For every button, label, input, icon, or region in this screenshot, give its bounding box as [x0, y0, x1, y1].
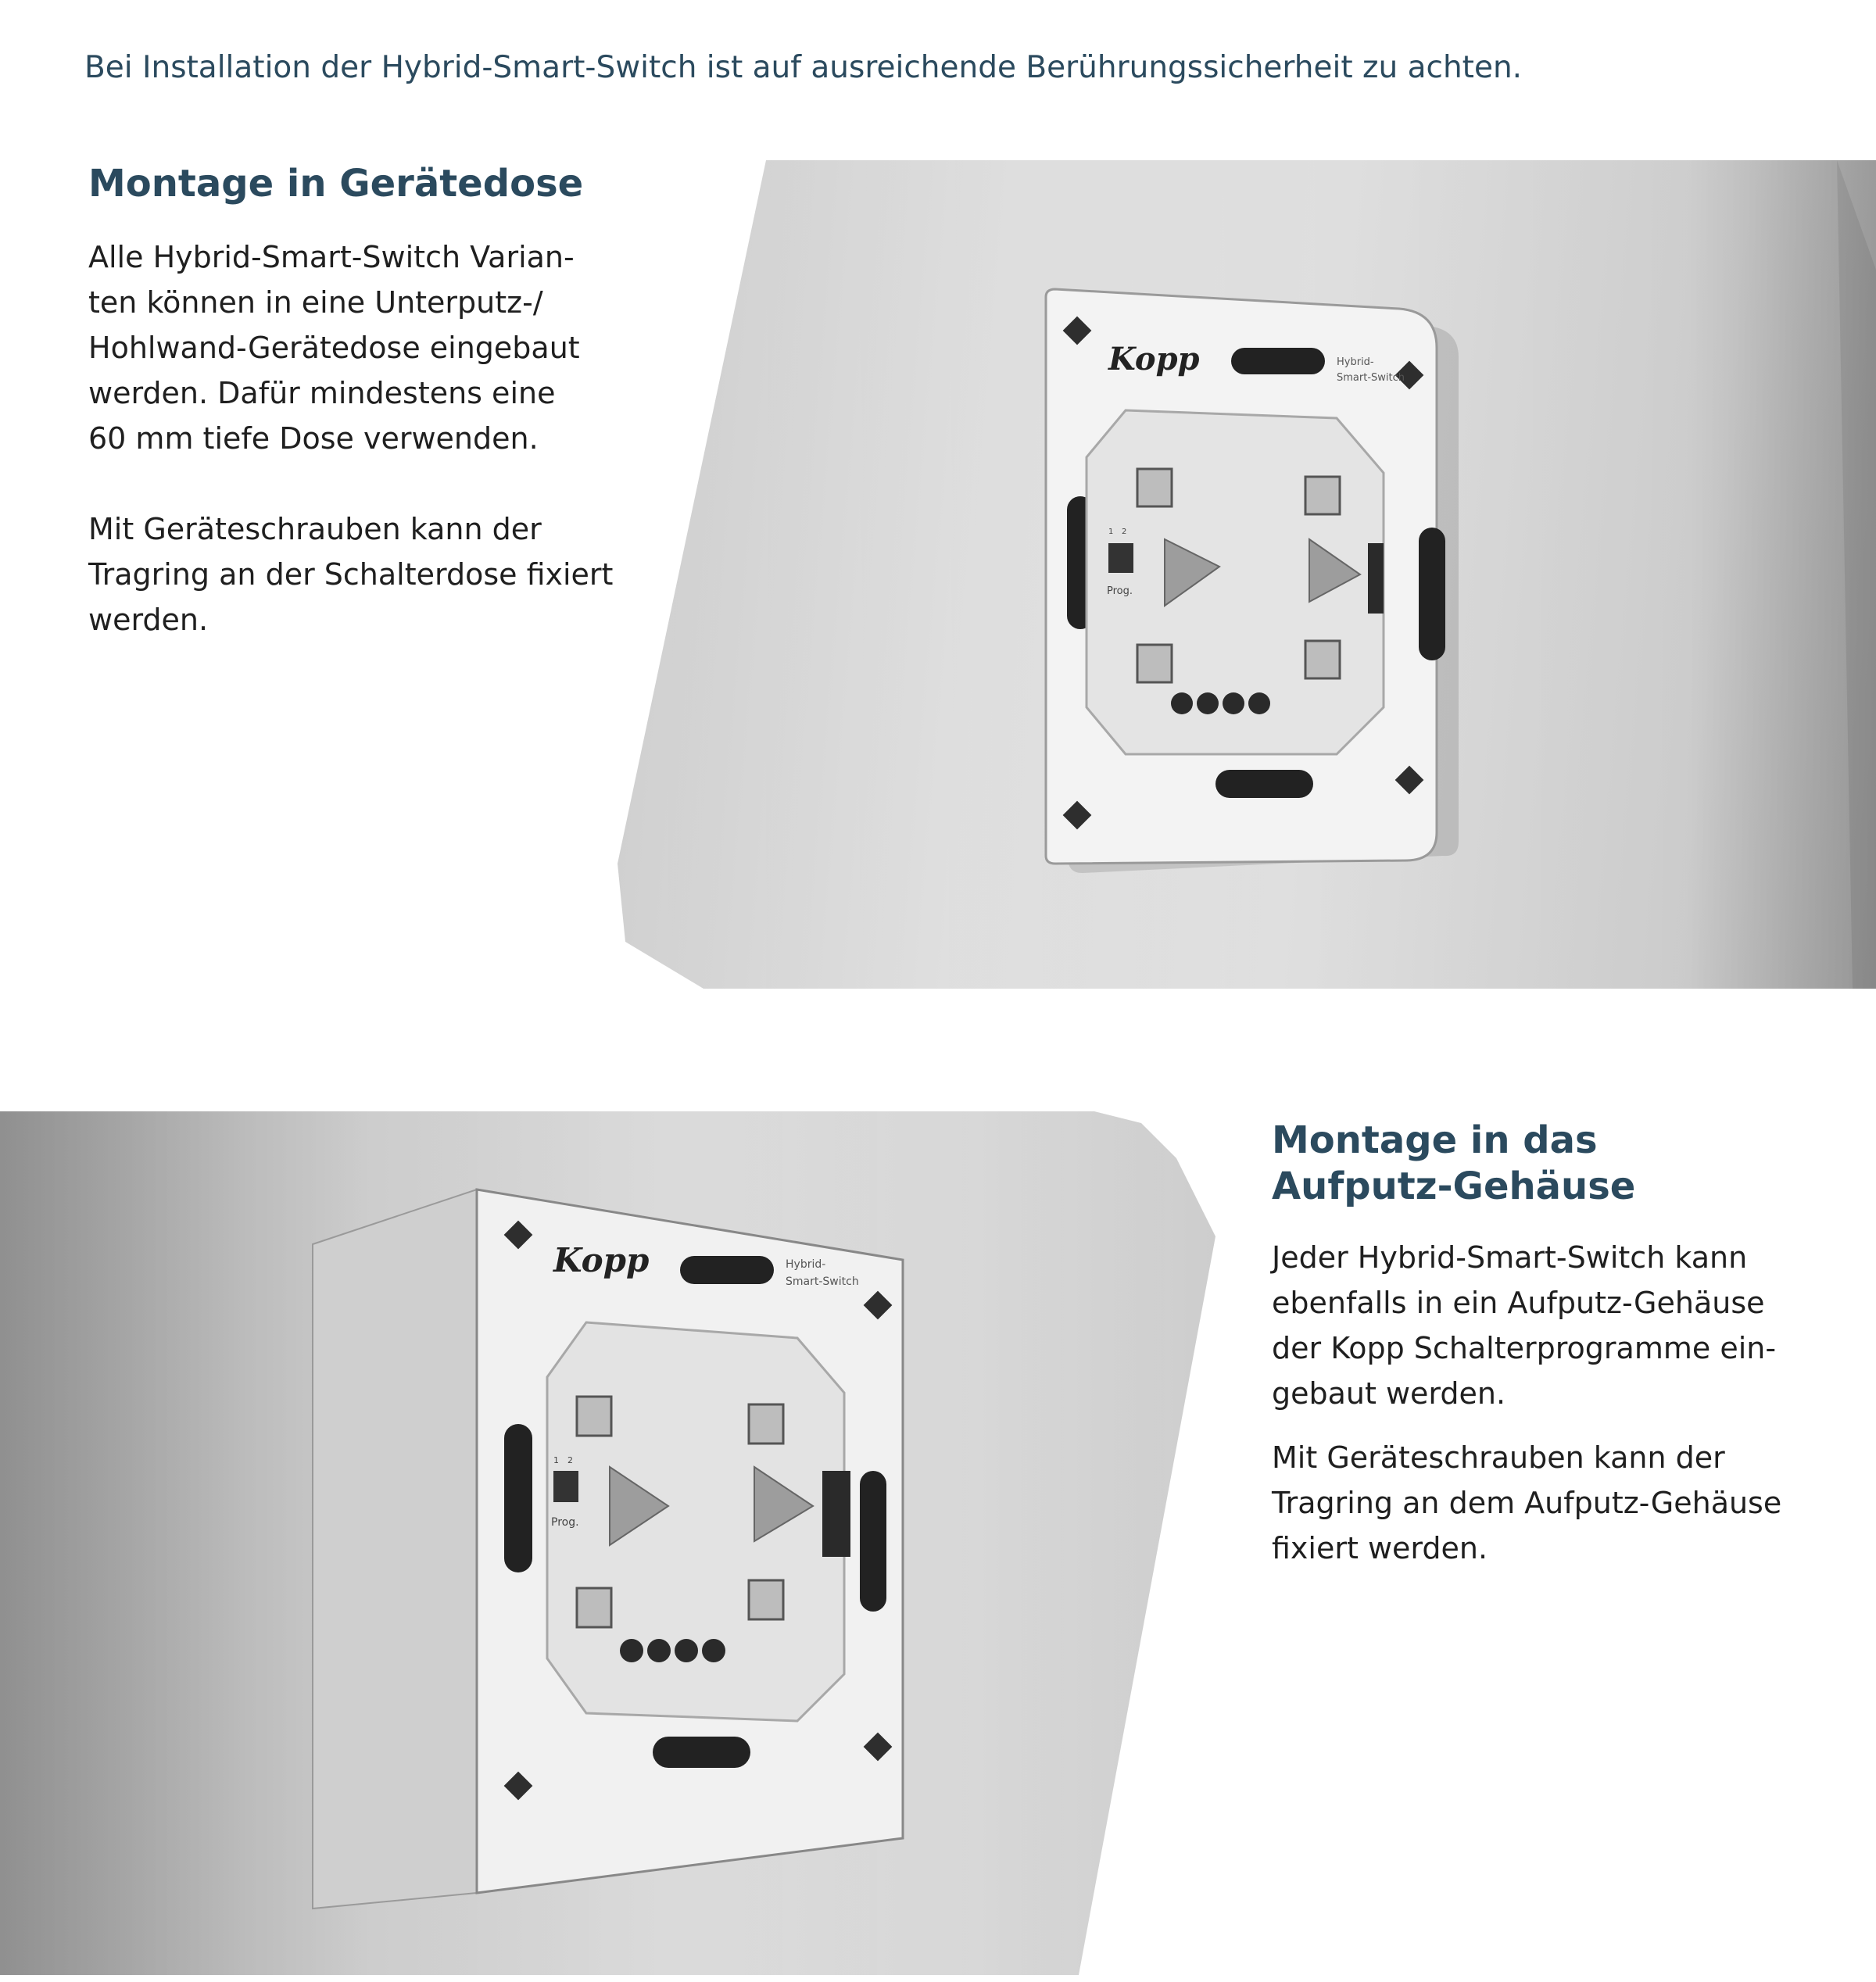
device-label-line-1: Hybrid-	[786, 1258, 826, 1271]
section-1-heading: Montage in Gerätedose	[88, 162, 584, 206]
device-brand-logo: Kopp	[553, 1241, 650, 1279]
intro-text: Bei Installation der Hybrid-Smart-Switch ist auf ausreichende Berührungssicherheit zu achten.	[84, 50, 1523, 85]
section-2-para-2-line: fixiert werden.	[1272, 1531, 1488, 1565]
section-2-para-1-line: gebaut werden.	[1272, 1376, 1506, 1411]
section-1-para-1-line: Hohlwand-Gerätedose eingebaut	[88, 331, 580, 365]
section-1-para-1-line: ten können in eine Unterputz-/	[88, 285, 543, 320]
surface-mount-photo	[0, 1111, 1215, 1975]
device-dip-1: 1	[553, 1455, 559, 1465]
section-1-para-1-line: Alle Hybrid-Smart-Switch Varian-	[88, 240, 575, 274]
device-dip-1: 1	[1108, 528, 1114, 536]
section-1-para-2-line: werden.	[88, 603, 209, 637]
device-dip-2: 2	[1122, 528, 1127, 536]
section-2-para-1-line: Jeder Hybrid-Smart-Switch kann	[1272, 1240, 1748, 1275]
device-label-line-2: Smart-Switch	[786, 1275, 859, 1288]
section-2-para-2-line: Mit Geräteschrauben kann der	[1272, 1440, 1725, 1475]
device-label-line-1: Hybrid-	[1337, 356, 1374, 368]
section-1-para-1-line: 60 mm tiefe Dose verwenden.	[88, 421, 539, 456]
section-2-para-2-line: Tragring an dem Aufputz-Gehäuse	[1272, 1486, 1782, 1520]
device-label-line-2: Smart-Switch	[1337, 372, 1405, 384]
section-2-heading-line: Aufputz-Gehäuse	[1272, 1164, 1636, 1208]
device-prog-label: Prog.	[551, 1516, 579, 1529]
section-1-para-2-line: Mit Geräteschrauben kann der	[88, 512, 542, 546]
section-2-para-1-line: ebenfalls in ein Aufputz-Gehäuse	[1272, 1286, 1765, 1320]
section-2-heading	[1272, 1118, 1635, 1209]
section-1-para-2-line: Tragring an der Schalterdose fixiert	[88, 557, 614, 592]
device-prog-label: Prog.	[1107, 585, 1133, 597]
section-1-para-1-line: werden. Dafür mindestens eine	[88, 376, 556, 410]
section-2-body	[1272, 1235, 1850, 1571]
device-brand-logo: Kopp	[1108, 341, 1200, 377]
section-2-heading-line: Montage in das	[1272, 1118, 1598, 1162]
section-2-para-1-line: der Kopp Schalterprogramme ein-	[1272, 1331, 1777, 1365]
flush-mount-photo	[618, 160, 1876, 989]
device-dip-2: 2	[567, 1455, 573, 1465]
section-1-body	[88, 234, 651, 642]
